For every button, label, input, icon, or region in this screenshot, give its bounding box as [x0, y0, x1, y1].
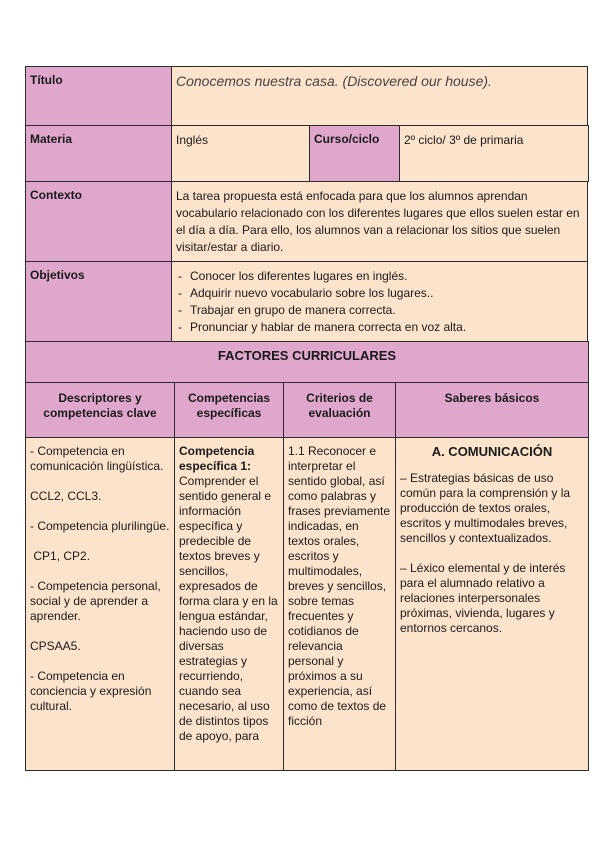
- competencia-text: Comprender el sentido general e información específica y predecible de textos breves y sencillos, expresados de forma clara y en la lengua estándar, haciendo uso de diversas estrategias y recurriendo, cuando sea necesario, al uso de distintos tipos de apoyo, para: [179, 474, 278, 743]
- subject-row: [25, 125, 589, 182]
- objectives-value: [171, 261, 588, 342]
- title-value: Conocemos nuestra casa. (Discovered our house).: [171, 66, 588, 126]
- title-label: Título: [25, 66, 172, 126]
- course-value: 2º ciclo/ 3º de primaria: [399, 125, 589, 182]
- col-criterios-header: Criterios de evaluación: [283, 382, 396, 438]
- col-descriptores-header: Descriptores y competencias clave: [25, 382, 175, 438]
- saberes-heading: A. COMUNICACIÓN: [431, 444, 553, 459]
- objectives-label: Objetivos: [25, 261, 172, 342]
- descriptor-item: CP1, CP2.: [30, 549, 91, 563]
- criterio-text: 1.1 Reconocer e interpretar el sentido global, así como palabras y frases previamente indicadas, en textos orales, escritos y multimodales, breves y sencillos, sobre temas frecuentes y cotidianos de relevancia personal y próximos a su experiencia, así como de textos de ficción: [288, 444, 391, 728]
- descriptor-item: - Competencia plurilingüe.: [30, 519, 170, 533]
- curriculum-body-row: [25, 437, 589, 771]
- descriptores-cell: [25, 437, 175, 771]
- context-value: La tarea propuesta está enfocada para que los alumnos aprendan vocabulario relacionado con los diferentes lugares que ellos suelen estar en el día a día. Para ello, los alumnos van a relacionar los sitios que suelen visitar/estar a diario.: [171, 181, 588, 262]
- objective-item: - Pronunciar y hablar de manera correcta en voz alta.: [176, 319, 583, 336]
- objective-item: - Trabajar en grupo de manera correcta.: [176, 302, 583, 319]
- objectives-list: [176, 268, 583, 336]
- factors-header: [25, 341, 589, 383]
- saber-item: – Léxico elemental y de interés para el alumnado relativo a relaciones interpersonales próximas, vivienda, lugares y entornos cercanos.: [400, 561, 566, 635]
- column-header-row: [25, 382, 589, 438]
- saberes-cell: [395, 437, 589, 771]
- descriptor-item: CPSAA5.: [30, 639, 81, 653]
- title-row: [25, 66, 589, 126]
- descriptor-item: CCL2, CCL3.: [30, 489, 102, 503]
- competencia-heading: Competencia específica 1:: [179, 444, 255, 473]
- course-label: Curso/ciclo: [309, 125, 400, 182]
- saber-item: – Estrategias básicas de uso común para la comprensión y la producción de textos orales, escritos y multimodales breves, sencillos y contextualizados.: [400, 471, 571, 545]
- col-saberes-header: Saberes básicos: [395, 382, 589, 438]
- criterios-cell: [283, 437, 396, 771]
- context-row: [25, 181, 589, 262]
- factors-title: FACTORES CURRICULARES: [217, 348, 397, 363]
- lesson-plan-table: [25, 66, 589, 771]
- objective-item: - Adquirir nuevo vocabulario sobre los lugares..: [176, 285, 583, 302]
- subject-label: Materia: [25, 125, 172, 182]
- descriptor-item: - Competencia personal, social y de aprender a aprender.: [30, 579, 161, 623]
- descriptor-item: - Competencia en conciencia y expresión cultural.: [30, 669, 152, 713]
- objectives-row: [25, 261, 589, 342]
- descriptor-item: - Competencia en comunicación lingüística.: [30, 444, 164, 473]
- col-competencias-header: Competencias específicas: [174, 382, 284, 438]
- subject-value: Inglés: [171, 125, 310, 182]
- competencias-cell: [174, 437, 284, 771]
- context-label: Contexto: [25, 181, 172, 262]
- objective-item: - Conocer los diferentes lugares en inglés.: [176, 268, 583, 285]
